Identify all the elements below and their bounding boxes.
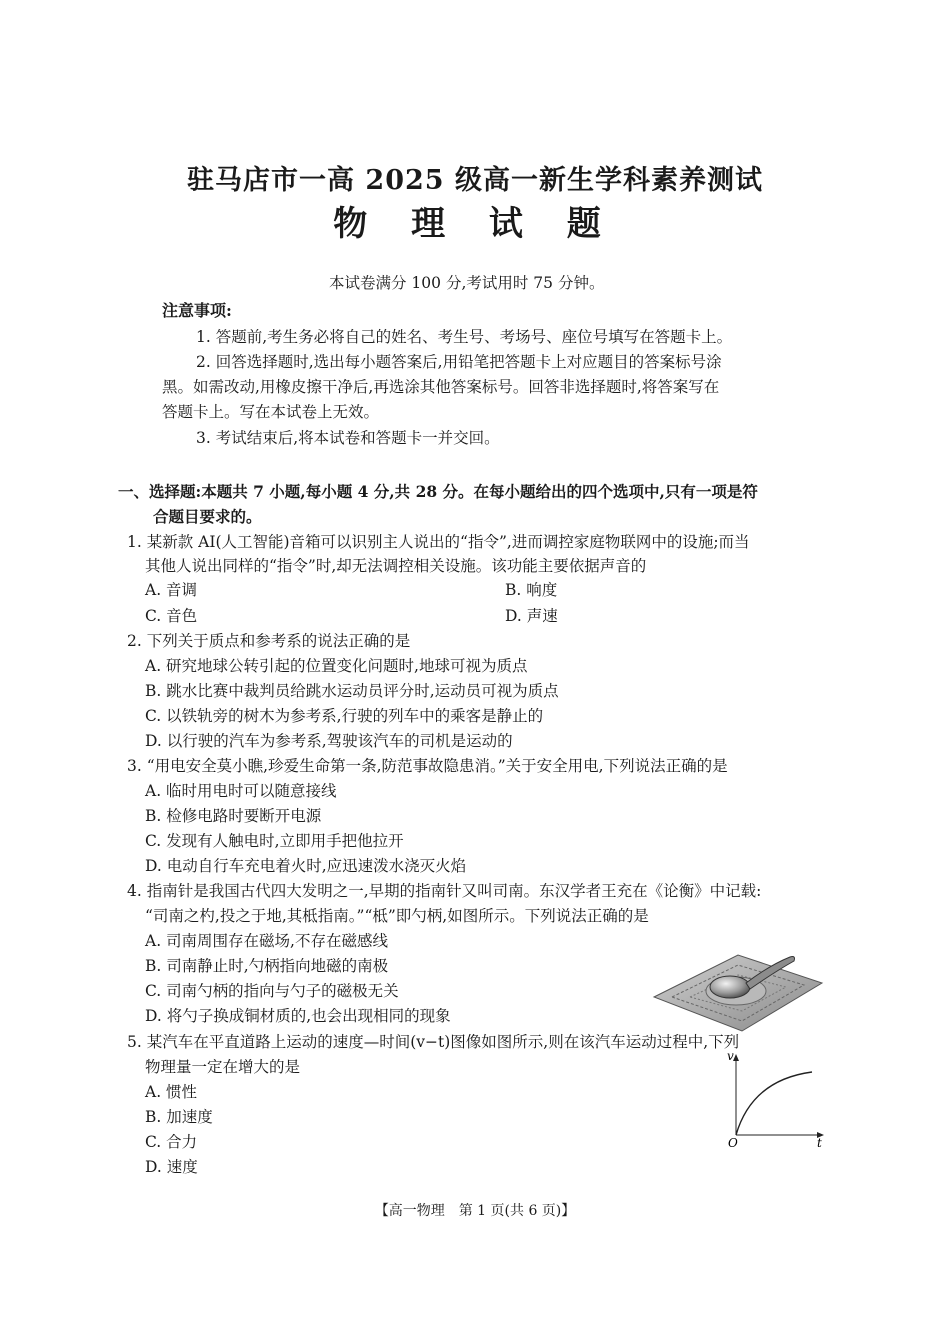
q5-option-a: A. 惯性 bbox=[145, 1083, 198, 1101]
origin-label: O bbox=[728, 1136, 738, 1150]
q5-option-c: C. 合力 bbox=[145, 1133, 198, 1151]
exam-title: 驻马店市一高 2025 级高一新生学科素养测试 bbox=[187, 165, 763, 196]
q5-option-b: B. 加速度 bbox=[145, 1108, 213, 1126]
y-axis-arrow bbox=[733, 1054, 739, 1061]
q5-option-d: D. 速度 bbox=[145, 1158, 198, 1176]
notice-item-2-line-3: 答题卡上。写在本试卷上无效。 bbox=[162, 403, 380, 421]
section-heading-line-2: 合题目要求的。 bbox=[153, 507, 262, 526]
v-t-graph bbox=[720, 1050, 832, 1150]
subject-title: 物 理 试 题 bbox=[333, 204, 617, 244]
notice-item-1: 1. 答题前,考生务必将自己的姓名、考生号、考场号、座位号填写在答题卡上。 bbox=[196, 328, 733, 346]
q3-option-a: A. 临时用电时可以随意接线 bbox=[145, 782, 337, 800]
notice-item-2-line-2: 黑。如需改动,用橡皮擦干净后,再选涂其他答案标号。回答非选择题时,将答案写在 bbox=[162, 378, 720, 396]
y-axis-label: v bbox=[727, 1050, 734, 1063]
q3-option-b: B. 检修电路时要断开电源 bbox=[145, 807, 322, 825]
exam-info: 本试卷满分 100 分,考试用时 75 分钟。 bbox=[329, 274, 605, 292]
q4-stem-line-1: 4. 指南针是我国古代四大发明之一,早期的指南针又叫司南。东汉学者王充在《论衡》中记载: bbox=[127, 882, 762, 900]
q3-stem: 3. “用电安全莫小瞧,珍爱生命第一条,防范事故隐患消。”关于安全用电,下列说法正确的是 bbox=[127, 757, 728, 775]
q1-option-c: C. 音色 bbox=[145, 607, 198, 625]
q2-option-a: A. 研究地球公转引起的位置变化问题时,地球可视为质点 bbox=[145, 657, 528, 675]
q2-option-c: C. 以铁轨旁的树木为参考系,行驶的列车中的乘客是静止的 bbox=[145, 707, 544, 725]
q4-option-c: C. 司南勺柄的指向与勺子的磁极无关 bbox=[145, 982, 399, 1000]
x-axis-label: t bbox=[817, 1136, 822, 1150]
q4-option-d: D. 将勺子换成铜材质的,也会出现相同的现象 bbox=[145, 1007, 451, 1025]
q1-option-a: A. 音调 bbox=[145, 581, 198, 599]
page-footer: 【高一物理 第 1 页(共 6 页)】 bbox=[374, 1203, 576, 1219]
section-heading-line-1: 一、选择题:本题共 7 小题,每小题 4 分,共 28 分。在每小题给出的四个选项中,只有一项是符 bbox=[118, 482, 758, 501]
q5-stem-line-1: 5. 某汽车在平直道路上运动的速度—时间(v−t)图像如图所示,则在该汽车运动过程中,下列 bbox=[127, 1033, 740, 1051]
velocity-curve bbox=[736, 1072, 812, 1135]
notice-heading: 注意事项: bbox=[162, 301, 232, 320]
q2-option-d: D. 以行驶的汽车为参考系,驾驶该汽车的司机是运动的 bbox=[145, 732, 513, 750]
q5-stem-line-2: 物理量一定在增大的是 bbox=[145, 1058, 301, 1076]
q1-option-d: D. 声速 bbox=[505, 607, 558, 625]
q4-option-b: B. 司南静止时,勺柄指向地磁的南极 bbox=[145, 957, 389, 975]
q4-option-a: A. 司南周围存在磁场,不存在磁感线 bbox=[145, 932, 388, 950]
q2-option-b: B. 跳水比赛中裁判员给跳水运动员评分时,运动员可视为质点 bbox=[145, 682, 559, 700]
q1-stem-line-1: 1. 某新款 AI(人工智能)音箱可以识别主人说出的“指令”,进而调控家庭物联网中的设施;而当 bbox=[127, 533, 750, 551]
q3-option-c: C. 发现有人触电时,立即用手把他拉开 bbox=[145, 832, 404, 850]
q1-option-b: B. 响度 bbox=[505, 581, 558, 599]
q1-stem-line-2: 其他人说出同样的“指令”时,却无法调控相关设施。该功能主要依据声音的 bbox=[145, 557, 647, 575]
q4-stem-line-2: “司南之杓,投之于地,其柢指南。”“柢”即勺柄,如图所示。下列说法正确的是 bbox=[145, 907, 649, 925]
q3-option-d: D. 电动自行车充电着火时,应迅速泼水浇灭火焰 bbox=[145, 857, 467, 875]
q2-stem: 2. 下列关于质点和参考系的说法正确的是 bbox=[127, 632, 411, 650]
notice-item-3: 3. 考试结束后,将本试卷和答题卡一并交回。 bbox=[196, 429, 500, 447]
sinan-figure bbox=[650, 933, 825, 1033]
notice-item-2-line-1: 2. 回答选择题时,选出每小题答案后,用铅笔把答题卡上对应题目的答案标号涂 bbox=[196, 353, 722, 371]
